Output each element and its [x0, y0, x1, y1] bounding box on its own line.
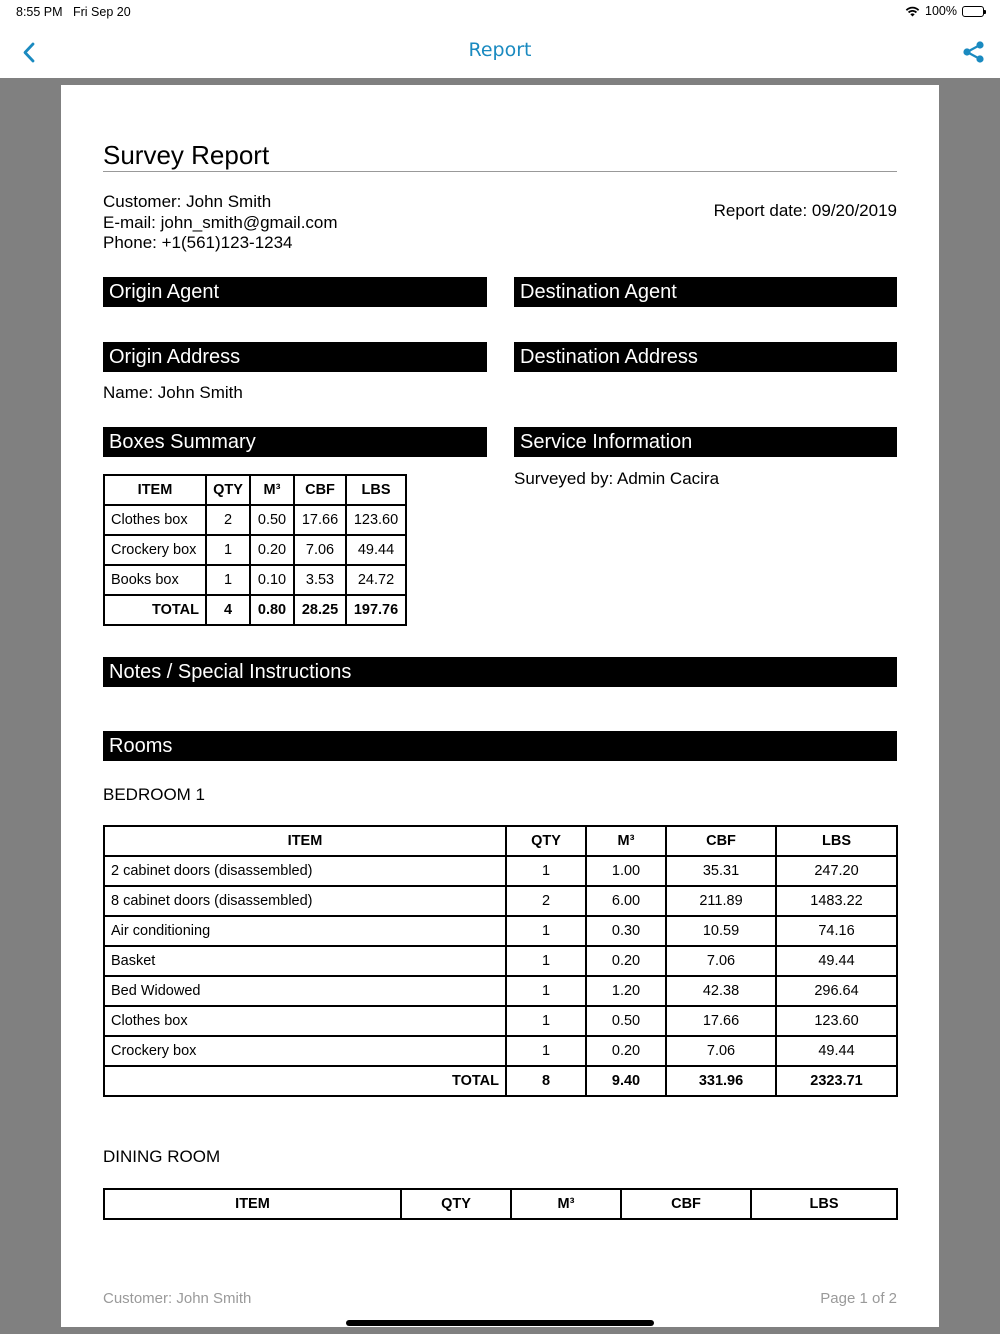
- cell-cbf: 211.89: [666, 886, 776, 916]
- table-row: [104, 1006, 897, 1036]
- boxes-summary-table: [103, 474, 407, 626]
- table-row: [104, 856, 897, 886]
- table-row: [104, 505, 406, 535]
- cell-cbf: 3.53: [294, 565, 346, 595]
- cell-qty: 1: [206, 565, 250, 595]
- header-cbf: CBF: [294, 475, 346, 505]
- cell-qty: 1: [506, 856, 586, 886]
- table-row: [104, 916, 897, 946]
- customer-email: E-mail: john_smith@gmail.com: [103, 212, 338, 232]
- origin-name: Name: John Smith: [103, 383, 243, 402]
- nav-title: Report: [468, 39, 532, 61]
- status-indicators: [905, 4, 984, 18]
- cell-qty: 1: [506, 1036, 586, 1066]
- cell-item: Basket: [104, 946, 506, 976]
- cell-total-cbf: 331.96: [666, 1066, 776, 1096]
- footer-customer: Customer: John Smith: [103, 1290, 252, 1307]
- header-m3: M³: [511, 1189, 621, 1219]
- footer-page-number: Page 1 of 2: [820, 1290, 897, 1307]
- header-lbs: LBS: [751, 1189, 897, 1219]
- section-boxes-summary: Boxes Summary: [103, 427, 487, 457]
- room-table-dining-room: [103, 1188, 898, 1220]
- cell-m3: 0.50: [586, 1006, 666, 1036]
- cell-total-qty: 8: [506, 1066, 586, 1096]
- cell-qty: 1: [506, 1006, 586, 1036]
- cell-lbs: 123.60: [346, 505, 406, 535]
- section-notes: Notes / Special Instructions: [103, 657, 897, 687]
- cell-item: Bed Widowed: [104, 976, 506, 1006]
- header-qty: QTY: [206, 475, 250, 505]
- cell-qty: 1: [206, 535, 250, 565]
- cell-total-cbf: 28.25: [294, 595, 346, 625]
- section-service-information: Service Information: [514, 427, 897, 457]
- cell-cbf: 17.66: [666, 1006, 776, 1036]
- cell-total-m3: 0.80: [250, 595, 294, 625]
- cell-item: Clothes box: [104, 1006, 506, 1036]
- room-table-bedroom-1: [103, 825, 898, 1097]
- share-icon: [958, 38, 988, 68]
- cell-lbs: 49.44: [776, 946, 897, 976]
- cell-item: Air conditioning: [104, 916, 506, 946]
- section-origin-address: Origin Address: [103, 342, 487, 372]
- cell-item: Clothes box: [104, 505, 206, 535]
- header-item: ITEM: [104, 826, 506, 856]
- section-destination-agent: Destination Agent: [514, 277, 897, 307]
- report-title: Survey Report: [103, 140, 897, 172]
- table-total-row: [104, 595, 406, 625]
- cell-cbf: 10.59: [666, 916, 776, 946]
- cell-m3: 1.00: [586, 856, 666, 886]
- cell-total-lbs: 197.76: [346, 595, 406, 625]
- cell-qty: 2: [206, 505, 250, 535]
- cell-total-qty: 4: [206, 595, 250, 625]
- surveyed-by: Surveyed by: Admin Cacira: [514, 469, 720, 488]
- header-lbs: LBS: [346, 475, 406, 505]
- cell-m3: 0.20: [586, 1036, 666, 1066]
- cell-lbs: 247.20: [776, 856, 897, 886]
- cell-qty: 2: [506, 886, 586, 916]
- room-title-bedroom-1: BEDROOM 1: [103, 785, 206, 804]
- cell-cbf: 7.06: [666, 946, 776, 976]
- table-header-row: [104, 1189, 897, 1219]
- wifi-icon: [905, 6, 920, 17]
- header-qty: QTY: [506, 826, 586, 856]
- clock: 8:55 PM: [16, 5, 63, 19]
- cell-lbs: 74.16: [776, 916, 897, 946]
- customer-phone: Phone: +1(561)123-1234: [103, 233, 293, 252]
- battery-icon: [962, 6, 984, 17]
- date: Fri Sep 20: [72, 5, 131, 19]
- table-header-row: [104, 826, 897, 856]
- table-row: [104, 1036, 897, 1066]
- status-time: [16, 5, 131, 19]
- share-button[interactable]: [958, 38, 988, 68]
- table-row: [104, 886, 897, 916]
- header-item: ITEM: [104, 1189, 401, 1219]
- cell-lbs: 296.64: [776, 976, 897, 1006]
- cell-item: Books box: [104, 565, 206, 595]
- navigation-bar: [0, 26, 1000, 78]
- cell-m3: 0.50: [250, 505, 294, 535]
- cell-m3: 0.10: [250, 565, 294, 595]
- table-row: [104, 976, 897, 1006]
- cell-total-m3: 9.40: [586, 1066, 666, 1096]
- report-page: [61, 85, 939, 1327]
- cell-cbf: 7.06: [294, 535, 346, 565]
- cell-total-label: TOTAL: [104, 595, 206, 625]
- header-cbf: CBF: [666, 826, 776, 856]
- table-total-row: [104, 1066, 897, 1096]
- cell-m3: 0.30: [586, 916, 666, 946]
- cell-item: Crockery box: [104, 1036, 506, 1066]
- report-date: Report date: 09/20/2019: [713, 201, 897, 220]
- cell-lbs: 123.60: [776, 1006, 897, 1036]
- cell-total-lbs: 2323.71: [776, 1066, 897, 1096]
- table-row: [104, 565, 406, 595]
- cell-cbf: 42.38: [666, 976, 776, 1006]
- header-m3: M³: [586, 826, 666, 856]
- cell-m3: 0.20: [250, 535, 294, 565]
- cell-qty: 1: [506, 946, 586, 976]
- cell-lbs: 1483.22: [776, 886, 897, 916]
- section-origin-agent: Origin Agent: [103, 277, 487, 307]
- cell-m3: 6.00: [586, 886, 666, 916]
- table-row: [104, 535, 406, 565]
- header-m3: M³: [250, 475, 294, 505]
- cell-item: Crockery box: [104, 535, 206, 565]
- header-qty: QTY: [401, 1189, 511, 1219]
- cell-lbs: 49.44: [776, 1036, 897, 1066]
- table-row: [104, 946, 897, 976]
- pdf-viewer[interactable]: [0, 78, 1000, 1334]
- cell-qty: 1: [506, 976, 586, 1006]
- cell-lbs: 24.72: [346, 565, 406, 595]
- cell-item: 2 cabinet doors (disassembled): [104, 856, 506, 886]
- cell-item: 8 cabinet doors (disassembled): [104, 886, 506, 916]
- battery-percent: 100%: [925, 4, 957, 18]
- cell-qty: 1: [506, 916, 586, 946]
- header-cbf: CBF: [621, 1189, 751, 1219]
- cell-m3: 0.20: [586, 946, 666, 976]
- cell-lbs: 49.44: [346, 535, 406, 565]
- cell-m3: 1.20: [586, 976, 666, 1006]
- home-indicator[interactable]: [346, 1320, 654, 1326]
- section-rooms: Rooms: [103, 731, 897, 761]
- cell-total-label: TOTAL: [104, 1066, 506, 1096]
- section-destination-address: Destination Address: [514, 342, 897, 372]
- cell-cbf: 17.66: [294, 505, 346, 535]
- customer-info: [103, 192, 338, 254]
- customer-name: Customer: John Smith: [103, 192, 272, 211]
- table-header-row: [104, 475, 406, 505]
- cell-cbf: 35.31: [666, 856, 776, 886]
- cell-cbf: 7.06: [666, 1036, 776, 1066]
- room-title-dining-room: DINING ROOM: [103, 1147, 221, 1166]
- header-lbs: LBS: [776, 826, 897, 856]
- header-item: ITEM: [104, 475, 206, 505]
- status-bar: [0, 0, 1000, 26]
